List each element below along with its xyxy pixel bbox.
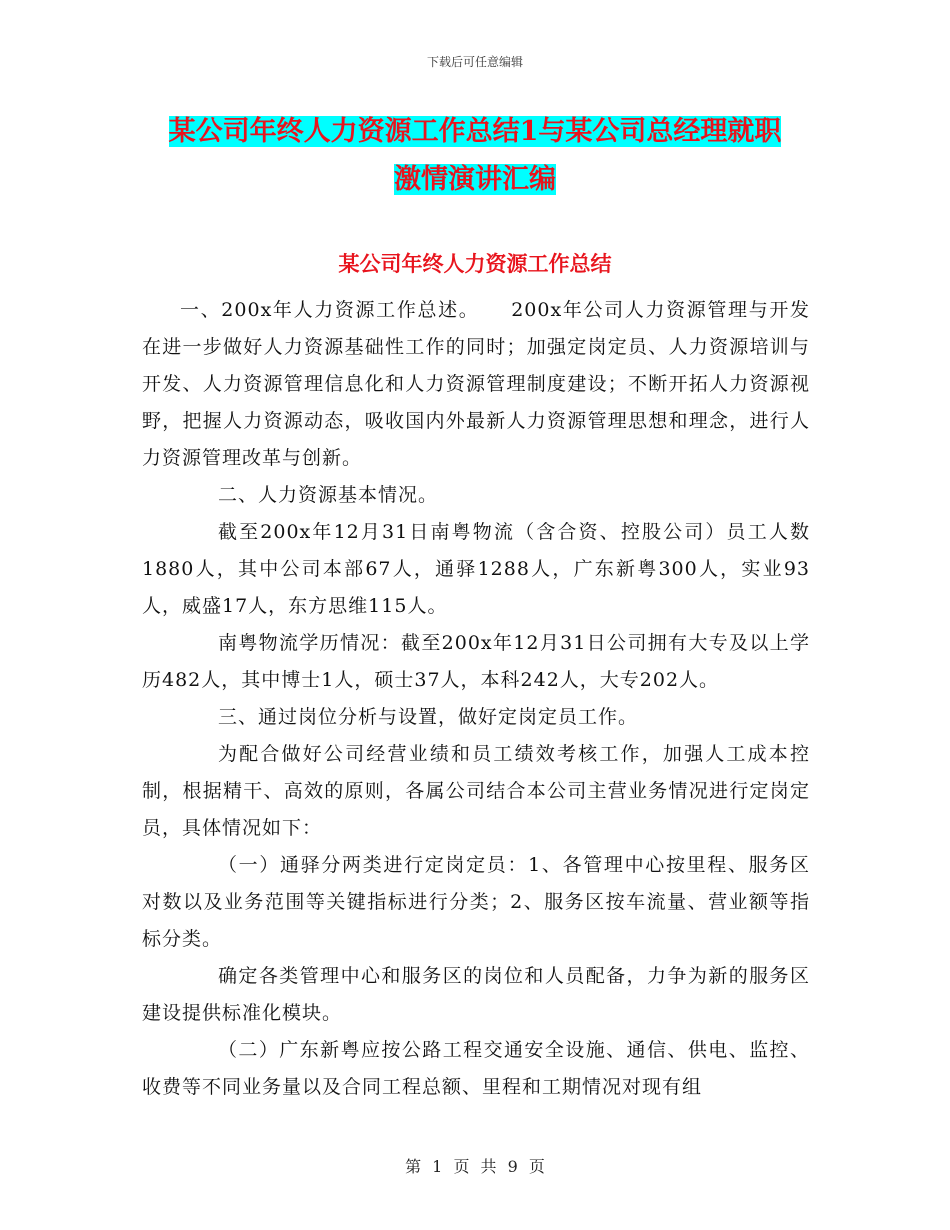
document-title-line-2: 激情演讲汇编 xyxy=(394,164,556,195)
document-body xyxy=(142,292,810,1106)
paragraph-item-1: （一）通驿分两类进行定岗定员：1、各管理中心按里程、服务区对数以及业务范围等关键指标进行分类；2、服务区按车流量、营业额等指标分类。 xyxy=(142,854,810,950)
paragraph-heading-basic-situation: 二、人力资源基本情况。 xyxy=(218,484,439,506)
paragraph-job-analysis-intro: 为配合做好公司经营业绩和员工绩效考核工作，加强人工成本控制，根据精干、高效的原则，各属公司结合本公司主营业务情况进行定岗定员，具体情况如下： xyxy=(142,743,810,839)
document-title xyxy=(140,108,810,204)
paragraph-item-2: （二）广东新粤应按公路工程交通安全设施、通信、供电、监控、收费等不同业务量以及合同工程总额、里程和工期情况对现有组 xyxy=(142,1039,810,1098)
document-title-line-1: 某公司年终人力资源工作总结1与某公司总经理就职 xyxy=(168,116,782,147)
paragraph-item-1-detail: 确定各类管理中心和服务区的岗位和人员配备，力争为新的服务区建设提供标准化模块。 xyxy=(142,965,810,1024)
section-title: 某公司年终人力资源工作总结 xyxy=(338,251,612,276)
paragraph-education: 南粤物流学历情况：截至200x年12月31日公司拥有大专及以上学历482人，其中博士1人，硕士37人，本科242人，大专202人。 xyxy=(142,632,810,691)
page-footer: 第 1 页 共 9 页 xyxy=(405,1157,545,1176)
header-note: 下载后可任意编辑 xyxy=(426,55,523,69)
paragraph-staff-count: 截至200x年12月31日南粤物流（含合资、控股公司）员工人数1880人，其中公司本部67人，通驿1288人，广东新粤300人，实业93人，威盛17人，东方思维115人。 xyxy=(142,521,810,617)
paragraph-heading-job-analysis: 三、通过岗位分析与设置，做好定岗定员工作。 xyxy=(218,706,639,728)
paragraph-overview: 一、200x年人力资源工作总述。 200x年公司人力资源管理与开发在进一步做好人力资源基础性工作的同时；加强定岗定员、人力资源培训与开发、人力资源管理信息化和人力资源管理制度建设；不断开拓人力资源视野，把握人力资源动态，吸收国内外最新人力资源管理思想和理念，进行人力资源管理改革与创新。 xyxy=(142,299,810,469)
